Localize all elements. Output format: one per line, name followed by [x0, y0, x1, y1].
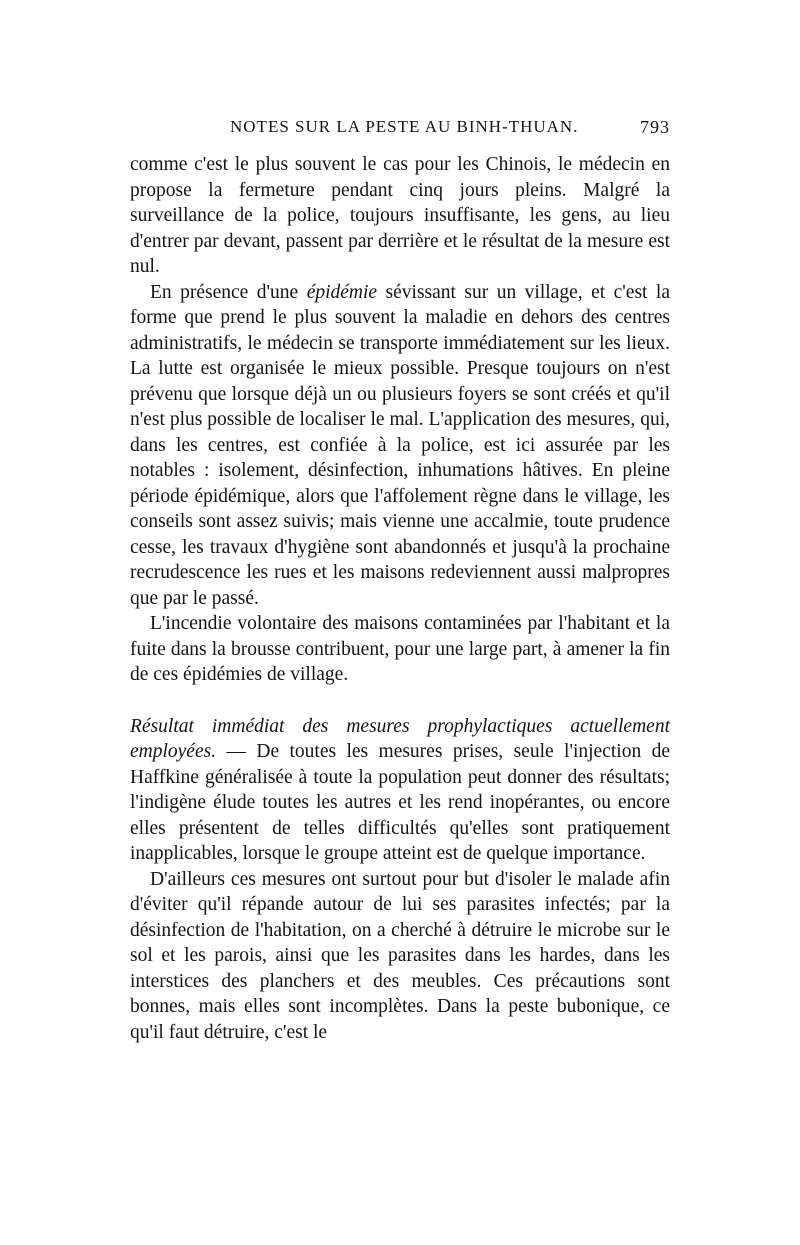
section-heading: Résultat immédiat des mesures prophylactiques actuellement employées. [130, 715, 670, 762]
paragraph-2-italic: épidémie [306, 281, 378, 303]
body-text [130, 152, 670, 1045]
paragraph-1: comme c'est le plus souvent le cas pour les Chinois, le médecin en propose la fermeture pendant cinq jours pleins. Malgré la surveillance de la police, toujours insuffisante, les gens, au lieu d'entrer par devant, passent par derrière et le résultat de la mesure est nul. [130, 154, 670, 277]
paragraph-2 [130, 280, 670, 612]
section-paragraph [130, 714, 670, 867]
paragraph-5: D'ailleurs ces mesures ont surtout pour but d'isoler le malade afin d'éviter qu'il répande autour de lui ses parasites infectés; par la désinfection de l'habitation, on a cherché à détruire le microbe sur le sol et les parois, ainsi que les parasites dans les hardes, dans les interstices des planchers et des meubles. Ces précautions sont bonnes, mais elles sont incomplètes. Dans la peste bubonique, ce qu'il faut détruire, c'est le [130, 868, 670, 1043]
section-dash: — [216, 741, 257, 762]
paragraph-2-rest: sévissant sur un village, et c'est la forme que prend le plus souvent la maladie en dehors des centres administratifs, le médecin se transporte immédiatement sur les lieux. La lutte est organisée le mieux possible. Presque toujours on n'est prévenu que lorsque déjà un ou plusieurs foyers se sont créés et qu'il n'est plus possible de localiser le mal. L'application des mesures, qui, dans les centres, est confiée à la police, est ici assurée par les notables : isolement, désinfection, inhumations hâtives. En pleine période épidémique, alors que l'affolement règne dans le village, les conseils sont assez suivis; mais vienne une accalmie, toute prudence cesse, les travaux d'hygiène sont abandonnés et jusqu'à la prochaine recrudescence les rues et les maisons redeviennent aussi malpropres que par le passé. [130, 281, 670, 609]
running-header [130, 117, 670, 145]
page-number: 793 [640, 117, 670, 137]
section-text: De toutes les mesures prises, seule l'injection de Haffkine généralisée à toute la population peut donner des résultats; l'indigène élude toutes les autres et les rend inopérantes, ou encore elles présentent de telles difficultés qu'elles sont pratiquement inapplicables, lorsque le groupe atteint est de quelque importance. [130, 741, 670, 864]
paragraph-2-start: En présence d'une [150, 281, 307, 303]
paragraph-3: L'incendie volontaire des maisons contaminées par l'habitant et la fuite dans la brousse contribuent, pour une large part, à amener la fin de ces épidémies de village. [130, 613, 670, 685]
running-title: NOTES SUR LA PESTE AU BINH-THUAN. [230, 117, 579, 136]
